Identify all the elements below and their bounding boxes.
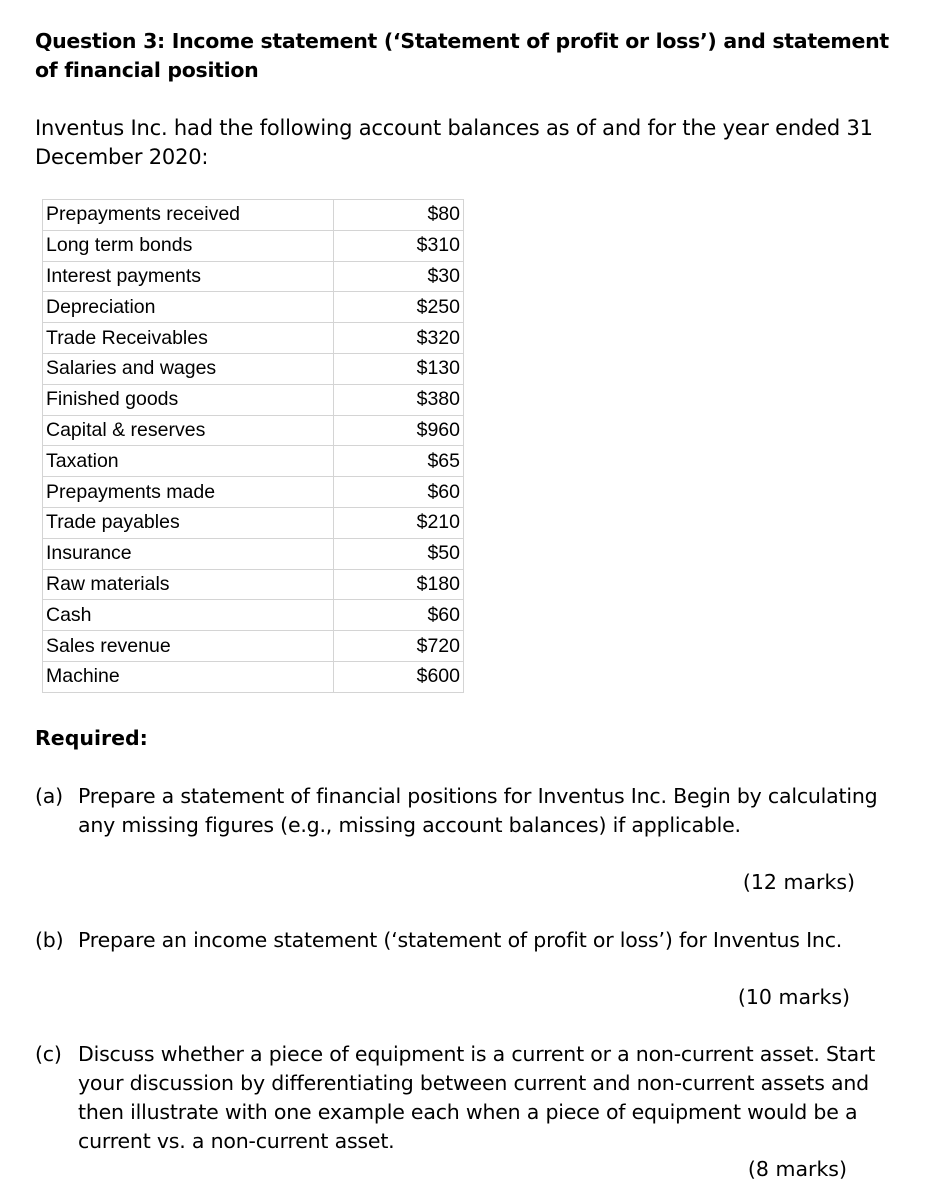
account-name: Insurance: [43, 538, 334, 569]
part-c-marks: (8 marks): [747, 1157, 847, 1181]
table-row: [43, 569, 464, 600]
part-text: Prepare a statement of financial positions for Inventus Inc. Begin by calculating any missing figures (e.g., missing account balances) if applicable.: [78, 784, 878, 837]
account-amount: $130: [334, 353, 464, 384]
account-name: Raw materials: [43, 569, 334, 600]
table-row: [43, 415, 464, 446]
part-c: [35, 1040, 915, 1156]
table-row: [43, 477, 464, 508]
table-row: [43, 323, 464, 354]
table-row: [43, 384, 464, 415]
account-name: Salaries and wages: [43, 353, 334, 384]
account-name: Depreciation: [43, 292, 334, 323]
account-amount: $250: [334, 292, 464, 323]
account-amount: $60: [334, 477, 464, 508]
table-row: [43, 292, 464, 323]
account-name: Capital & reserves: [43, 415, 334, 446]
table-row: [43, 661, 464, 692]
part-letter: (c): [35, 1042, 62, 1066]
account-name: Finished goods: [43, 384, 334, 415]
table-row: [43, 261, 464, 292]
account-amount: $310: [334, 230, 464, 261]
part-b-marks: (10 marks): [737, 985, 850, 1009]
table-row: [43, 600, 464, 631]
account-amount: $210: [334, 507, 464, 538]
account-name: Trade payables: [43, 507, 334, 538]
account-name: Interest payments: [43, 261, 334, 292]
account-name: Taxation: [43, 446, 334, 477]
part-letter: (a): [35, 784, 63, 808]
account-amount: $65: [334, 446, 464, 477]
account-name: Cash: [43, 600, 334, 631]
part-b: [35, 926, 915, 955]
part-text: Discuss whether a piece of equipment is a current or a non-current asset. Start your discussion by differentiating between current and non-current assets and then illustrate with one example each when a piece of equipment would be a current vs. a non-current asset.: [78, 1042, 876, 1153]
part-text: Prepare an income statement (‘statement of profit or loss’) for Inventus Inc.: [78, 928, 843, 952]
account-amount: $80: [334, 200, 464, 231]
question-intro: Inventus Inc. had the following account balances as of and for the year ended 31 December 2020:: [35, 116, 873, 169]
account-name: Prepayments received: [43, 200, 334, 231]
table-row: [43, 538, 464, 569]
table-row: [43, 631, 464, 662]
table-row: [43, 200, 464, 231]
account-amount: $30: [334, 261, 464, 292]
account-amount: $600: [334, 661, 464, 692]
account-name: Sales revenue: [43, 631, 334, 662]
table-row: [43, 230, 464, 261]
table-row: [43, 507, 464, 538]
part-a-marks: (12 marks): [742, 870, 855, 894]
account-amount: $180: [334, 569, 464, 600]
account-amount: $60: [334, 600, 464, 631]
account-amount: $320: [334, 323, 464, 354]
account-amount: $50: [334, 538, 464, 569]
account-name: Prepayments made: [43, 477, 334, 508]
part-a: [35, 782, 915, 840]
table-row: [43, 353, 464, 384]
account-amount: $720: [334, 631, 464, 662]
part-letter: (b): [35, 928, 64, 952]
account-name: Long term bonds: [43, 230, 334, 261]
account-balances-table: [42, 199, 464, 693]
account-amount: $380: [334, 384, 464, 415]
account-name: Machine: [43, 661, 334, 692]
question-title: Question 3: Income statement (‘Statement of profit or loss’) and statement of financial position: [35, 29, 889, 82]
required-heading: Required:: [35, 726, 148, 750]
account-name: Trade Receivables: [43, 323, 334, 354]
table-row: [43, 446, 464, 477]
account-amount: $960: [334, 415, 464, 446]
